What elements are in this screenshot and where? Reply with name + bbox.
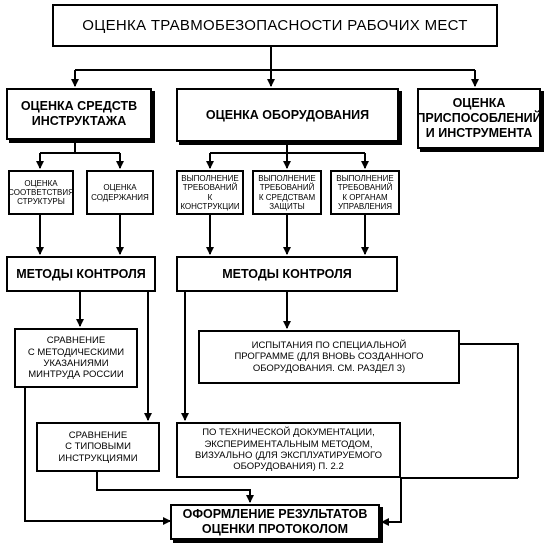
tools-assessment-box: ОЦЕНКА ПРИСПОСОБЛЕНИЙ И ИНСТРУМЕНТА — [417, 88, 541, 149]
structure-compliance-box: ОЦЕНКА СООТВЕТСТВИЯ СТРУКТУРЫ — [8, 170, 74, 215]
methods-control-right-box: МЕТОДЫ КОНТРОЛЯ — [176, 256, 398, 292]
ministry-comparison-box: СРАВНЕНИЕ С МЕТОДИЧЕСКИМИ УКАЗАНИЯМИ МИНТРУДА РОССИИ — [14, 328, 138, 388]
methods-control-left-box: МЕТОДЫ КОНТРОЛЯ — [6, 256, 156, 292]
construction-requirements-box: ВЫПОЛНЕНИЕ ТРЕБОВАНИЙ К КОНСТРУКЦИИ — [176, 170, 244, 215]
instruction-assessment-box: ОЦЕНКА СРЕДСТВ ИНСТРУКТАЖА — [6, 88, 152, 140]
diagram-title: ОЦЕНКА ТРАВМОБЕЗОПАСНОСТИ РАБОЧИХ МЕСТ — [52, 4, 498, 47]
content-assessment-box: ОЦЕНКА СОДЕРЖАНИЯ — [86, 170, 154, 215]
special-program-tests-box: ИСПЫТАНИЯ ПО СПЕЦИАЛЬНОЙ ПРОГРАММЕ (ДЛЯ ВНОВЬ СОЗДАННОГО ОБОРУДОВАНИЯ. СМ. РАЗДЕЛ 3) — [198, 330, 460, 384]
controls-requirements-box: ВЫПОЛНЕНИЕ ТРЕБОВАНИЙ К ОРГАНАМ УПРАВЛЕНИЯ — [330, 170, 400, 215]
protection-requirements-box: ВЫПОЛНЕНИЕ ТРЕБОВАНИЙ К СРЕДСТВАМ ЗАЩИТЫ — [252, 170, 322, 215]
protocol-result-box: ОФОРМЛЕНИЕ РЕЗУЛЬТАТОВ ОЦЕНКИ ПРОТОКОЛОМ — [170, 504, 380, 540]
equipment-assessment-box: ОЦЕНКА ОБОРУДОВАНИЯ — [176, 88, 399, 142]
technical-documentation-box: ПО ТЕХНИЧЕСКОЙ ДОКУМЕНТАЦИИ, ЭКСПЕРИМЕНТАЛЬНЫМ МЕТОДОМ, ВИЗУАЛЬНО (ДЛЯ ЭКСПЛУАТИРУЕМОГО ОБОРУДОВАНИЯ) П. 2.2 — [176, 422, 401, 478]
typical-instructions-box: СРАВНЕНИЕ С ТИПОВЫМИ ИНСТРУКЦИЯМИ — [36, 422, 160, 472]
